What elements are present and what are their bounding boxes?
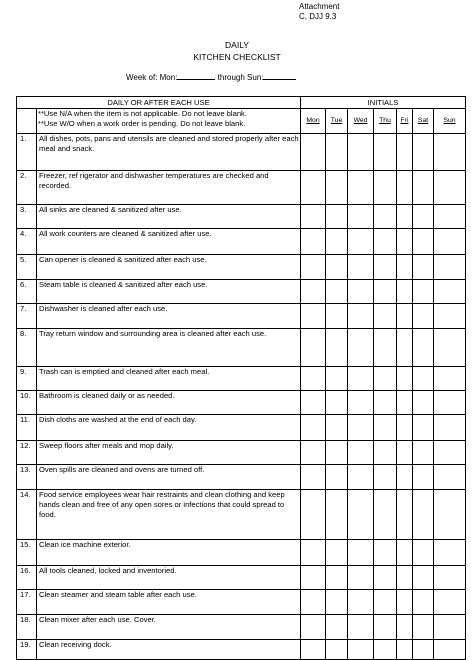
initials-cell-mon[interactable] <box>301 229 326 255</box>
initials-cell-thu[interactable] <box>374 134 397 171</box>
row-number: 7. <box>17 304 37 329</box>
initials-cell-tue[interactable] <box>326 415 348 441</box>
week-of-line <box>126 71 296 82</box>
initials-cell-mon[interactable] <box>301 441 326 465</box>
day-sat: Sat <box>413 109 434 134</box>
initials-cell-sat[interactable] <box>413 134 434 171</box>
initials-cell-sun[interactable] <box>434 615 466 640</box>
week-sun-blank[interactable] <box>263 71 296 80</box>
day-mon: Mon <box>301 109 326 134</box>
initials-cell-fri[interactable] <box>397 540 413 566</box>
initials-cell-mon[interactable] <box>301 590 326 615</box>
row-number: 5. <box>17 255 37 280</box>
row-task-text: All work counters are cleaned & sanitized after use. <box>37 229 301 255</box>
initials-cell-sun[interactable] <box>434 304 466 329</box>
initials-cell-wed[interactable] <box>348 229 374 255</box>
row-number: 10. <box>17 391 37 415</box>
initials-cell-mon[interactable] <box>301 640 326 660</box>
row-number: 2. <box>17 171 37 205</box>
initials-cell-sun[interactable] <box>434 255 466 280</box>
initials-cell-fri[interactable] <box>397 255 413 280</box>
initials-cell-tue[interactable] <box>326 367 348 391</box>
checklist-row <box>17 205 466 229</box>
initials-cell-tue[interactable] <box>326 391 348 415</box>
row-task-text: Oven spills are cleaned and ovens are turned off. <box>37 465 301 490</box>
initials-cell-fri[interactable] <box>397 304 413 329</box>
day-fri: Fri <box>397 109 413 134</box>
initials-cell-sat[interactable] <box>413 367 434 391</box>
initials-cell-tue[interactable] <box>326 640 348 660</box>
initials-cell-sat[interactable] <box>413 329 434 367</box>
row-task-text: Can opener is cleaned & sanitized after each use. <box>37 255 301 280</box>
initials-cell-wed[interactable] <box>348 590 374 615</box>
initials-cell-tue[interactable] <box>326 229 348 255</box>
checklist-row <box>17 465 466 490</box>
row-task-text: All dishes, pots, pans and utensils are cleaned and stored properly after each meal and snack. <box>37 134 301 171</box>
initials-cell-wed[interactable] <box>348 441 374 465</box>
row-number: 13. <box>17 465 37 490</box>
initials-cell-sat[interactable] <box>413 465 434 490</box>
initials-cell-thu[interactable] <box>374 280 397 304</box>
initials-cell-sun[interactable] <box>434 134 466 171</box>
initials-cell-sat[interactable] <box>413 540 434 566</box>
row-task-text: All sinks are cleaned & sanitized after use. <box>37 205 301 229</box>
row-task-text: Dishwasher is cleaned after each use. <box>37 304 301 329</box>
initials-cell-fri[interactable] <box>397 441 413 465</box>
initials-cell-wed[interactable] <box>348 205 374 229</box>
initials-cell-fri[interactable] <box>397 280 413 304</box>
initials-cell-sun[interactable] <box>434 280 466 304</box>
initials-cell-fri[interactable] <box>397 566 413 590</box>
initials-cell-sat[interactable] <box>413 615 434 640</box>
initials-cell-fri[interactable] <box>397 171 413 205</box>
week-mon-blank[interactable] <box>177 71 215 80</box>
initials-cell-tue[interactable] <box>326 615 348 640</box>
row-number: 8. <box>17 329 37 367</box>
initials-cell-mon[interactable] <box>301 566 326 590</box>
checklist-row <box>17 280 466 304</box>
row-number: 9. <box>17 367 37 391</box>
initials-cell-tue[interactable] <box>326 540 348 566</box>
note-wo: **Use W/O when a work order is pending. Do not leave blank. <box>38 119 246 128</box>
checklist-row <box>17 229 466 255</box>
checklist-table <box>16 96 466 660</box>
checklist-row <box>17 615 466 640</box>
checklist-row <box>17 255 466 280</box>
row-number: 12. <box>17 441 37 465</box>
initials-cell-sat[interactable] <box>413 304 434 329</box>
initials-cell-wed[interactable] <box>348 367 374 391</box>
note-na: **Use N/A when the item is not applicable. Do not leave blank. <box>38 109 247 118</box>
row-task-text: Clean ice machine exterior. <box>37 540 301 566</box>
checklist-row <box>17 540 466 566</box>
initials-cell-wed[interactable] <box>348 280 374 304</box>
title-kitchen-checklist: KITCHEN CHECKLIST <box>193 52 281 62</box>
row-number: 15. <box>17 540 37 566</box>
initials-cell-sun[interactable] <box>434 205 466 229</box>
initials-cell-sun[interactable] <box>434 329 466 367</box>
initials-cell-fri[interactable] <box>397 391 413 415</box>
checklist-row <box>17 640 466 660</box>
initials-cell-sat[interactable] <box>413 229 434 255</box>
initials-cell-thu[interactable] <box>374 255 397 280</box>
row-number: 14. <box>17 490 37 540</box>
initials-cell-sat[interactable] <box>413 205 434 229</box>
initials-cell-wed[interactable] <box>348 391 374 415</box>
initials-cell-thu[interactable] <box>374 329 397 367</box>
initials-cell-thu[interactable] <box>374 205 397 229</box>
initials-cell-sat[interactable] <box>413 566 434 590</box>
initials-cell-mon[interactable] <box>301 490 326 540</box>
initials-cell-sat[interactable] <box>413 171 434 205</box>
initials-cell-mon[interactable] <box>301 415 326 441</box>
row-task-text: Clean receiving dock. <box>37 640 301 660</box>
initials-cell-thu[interactable] <box>374 304 397 329</box>
initials-cell-wed[interactable] <box>348 465 374 490</box>
initials-cell-sat[interactable] <box>413 640 434 660</box>
initials-cell-wed[interactable] <box>348 640 374 660</box>
row-task-text: Trash can is emptied and cleaned after each meal. <box>37 367 301 391</box>
checklist-row <box>17 304 466 329</box>
row-number: 1. <box>17 134 37 171</box>
initials-cell-tue[interactable] <box>326 171 348 205</box>
initials-cell-tue[interactable] <box>326 134 348 171</box>
initials-cell-fri[interactable] <box>397 615 413 640</box>
row-task-text: Steam table is cleaned & sanitized after each use. <box>37 280 301 304</box>
initials-cell-tue[interactable] <box>326 304 348 329</box>
initials-cell-mon[interactable] <box>301 280 326 304</box>
initials-cell-thu[interactable] <box>374 465 397 490</box>
initials-cell-tue[interactable] <box>326 205 348 229</box>
initials-cell-sun[interactable] <box>434 590 466 615</box>
initials-cell-sun[interactable] <box>434 566 466 590</box>
initials-cell-thu[interactable] <box>374 367 397 391</box>
initials-cell-mon[interactable] <box>301 615 326 640</box>
initials-cell-wed[interactable] <box>348 415 374 441</box>
title-daily: DAILY <box>225 40 249 50</box>
initials-cell-tue[interactable] <box>326 465 348 490</box>
initials-cell-mon[interactable] <box>301 367 326 391</box>
initials-cell-thu[interactable] <box>374 566 397 590</box>
initials-cell-fri[interactable] <box>397 640 413 660</box>
initials-cell-mon[interactable] <box>301 205 326 229</box>
row-task-text: All tools cleaned, locked and inventoried. <box>37 566 301 590</box>
initials-cell-sun[interactable] <box>434 415 466 441</box>
week-mon-label: Week of: Mon: <box>126 73 178 82</box>
initials-cell-wed[interactable] <box>348 255 374 280</box>
initials-cell-sun[interactable] <box>434 540 466 566</box>
initials-cell-mon[interactable] <box>301 391 326 415</box>
initials-cell-thu[interactable] <box>374 171 397 205</box>
attachment-label <box>299 2 339 22</box>
initials-cell-thu[interactable] <box>374 615 397 640</box>
initials-cell-thu[interactable] <box>374 441 397 465</box>
row-number: 4. <box>17 229 37 255</box>
checklist-row <box>17 415 466 441</box>
day-tue: Tue <box>326 109 348 134</box>
initials-cell-tue[interactable] <box>326 255 348 280</box>
week-sun-label: through Sun: <box>217 73 264 82</box>
initials-cell-mon[interactable] <box>301 304 326 329</box>
initials-cell-mon[interactable] <box>301 465 326 490</box>
initials-cell-sun[interactable] <box>434 171 466 205</box>
initials-cell-wed[interactable] <box>348 134 374 171</box>
initials-cell-sat[interactable] <box>413 590 434 615</box>
initials-cell-mon[interactable] <box>301 255 326 280</box>
initials-cell-wed[interactable] <box>348 329 374 367</box>
notes-num-cell <box>17 109 37 134</box>
initials-cell-tue[interactable] <box>326 490 348 540</box>
initials-cell-thu[interactable] <box>374 415 397 441</box>
day-thu: Thu <box>374 109 397 134</box>
initials-cell-fri[interactable] <box>397 134 413 171</box>
initials-cell-sun[interactable] <box>434 490 466 540</box>
row-task-text: Food service employees wear hair restraints and clean clothing and keep hands clean and free of any open sores or infections that could spread to food. <box>37 490 301 540</box>
initials-cell-fri[interactable] <box>397 367 413 391</box>
initials-cell-thu[interactable] <box>374 490 397 540</box>
initials-cell-sun[interactable] <box>434 229 466 255</box>
initials-cell-sun[interactable] <box>434 640 466 660</box>
initials-cell-thu[interactable] <box>374 590 397 615</box>
initials-cell-mon[interactable] <box>301 171 326 205</box>
notes-cell <box>37 109 301 134</box>
initials-cell-tue[interactable] <box>326 441 348 465</box>
checklist-row <box>17 329 466 367</box>
attachment-line1: Attachment <box>299 2 340 11</box>
row-number: 16. <box>17 566 37 590</box>
row-number: 19. <box>17 640 37 660</box>
initials-cell-mon[interactable] <box>301 134 326 171</box>
row-task-text: Freezer, ref rigerator and dishwasher temperatures are checked and recorded. <box>37 171 301 205</box>
initials-cell-sat[interactable] <box>413 415 434 441</box>
row-number: 17. <box>17 590 37 615</box>
initials-cell-thu[interactable] <box>374 640 397 660</box>
checklist-row <box>17 134 466 171</box>
initials-cell-wed[interactable] <box>348 171 374 205</box>
initials-cell-tue[interactable] <box>326 329 348 367</box>
initials-cell-tue[interactable] <box>326 590 348 615</box>
initials-cell-sat[interactable] <box>413 391 434 415</box>
initials-cell-fri[interactable] <box>397 465 413 490</box>
initials-cell-sun[interactable] <box>434 391 466 415</box>
initials-cell-wed[interactable] <box>348 304 374 329</box>
day-wed: Wed <box>348 109 374 134</box>
row-number: 6. <box>17 280 37 304</box>
initials-cell-tue[interactable] <box>326 280 348 304</box>
initials-cell-fri[interactable] <box>397 329 413 367</box>
checklist-row <box>17 367 466 391</box>
row-task-text: Sweep floors after meals and mop daily. <box>37 441 301 465</box>
initials-cell-wed[interactable] <box>348 490 374 540</box>
checklist-row <box>17 566 466 590</box>
row-number: 3. <box>17 205 37 229</box>
day-sun: Sun <box>434 109 466 134</box>
initials-cell-wed[interactable] <box>348 540 374 566</box>
initials-cell-wed[interactable] <box>348 615 374 640</box>
left-header: DAILY OR AFTER EACH USE <box>17 97 301 109</box>
row-task-text: Dish cloths are washed at the end of each day. <box>37 415 301 441</box>
row-number: 18. <box>17 615 37 640</box>
initials-cell-fri[interactable] <box>397 490 413 540</box>
row-task-text: Clean steamer and steam table after each use. <box>37 590 301 615</box>
initials-cell-mon[interactable] <box>301 329 326 367</box>
initials-cell-sun[interactable] <box>434 465 466 490</box>
row-task-text: Bathroom is cleaned daily or as needed. <box>37 391 301 415</box>
initials-cell-mon[interactable] <box>301 540 326 566</box>
initials-cell-sun[interactable] <box>434 441 466 465</box>
initials-cell-fri[interactable] <box>397 415 413 441</box>
checklist-row <box>17 590 466 615</box>
row-task-text: Tray return window and surrounding area is cleaned after each use. <box>37 329 301 367</box>
row-number: 11. <box>17 415 37 441</box>
initials-cell-fri[interactable] <box>397 590 413 615</box>
row-task-text: Clean mixer after each use. Cover. <box>37 615 301 640</box>
initials-header: INITIALS <box>301 97 466 109</box>
initials-cell-fri[interactable] <box>397 229 413 255</box>
notes-row <box>17 109 466 134</box>
header-row <box>17 97 466 109</box>
initials-cell-fri[interactable] <box>397 205 413 229</box>
initials-cell-sat[interactable] <box>413 490 434 540</box>
initials-cell-thu[interactable] <box>374 229 397 255</box>
initials-cell-tue[interactable] <box>326 566 348 590</box>
checklist-row <box>17 171 466 205</box>
initials-cell-wed[interactable] <box>348 566 374 590</box>
initials-cell-sat[interactable] <box>413 441 434 465</box>
attachment-line2: C, DJJ 9.3 <box>299 12 337 21</box>
initials-cell-sat[interactable] <box>413 255 434 280</box>
initials-cell-thu[interactable] <box>374 540 397 566</box>
checklist-row <box>17 391 466 415</box>
initials-cell-thu[interactable] <box>374 391 397 415</box>
initials-cell-sat[interactable] <box>413 280 434 304</box>
initials-cell-sun[interactable] <box>434 367 466 391</box>
checklist-row <box>17 441 466 465</box>
checklist-row <box>17 490 466 540</box>
